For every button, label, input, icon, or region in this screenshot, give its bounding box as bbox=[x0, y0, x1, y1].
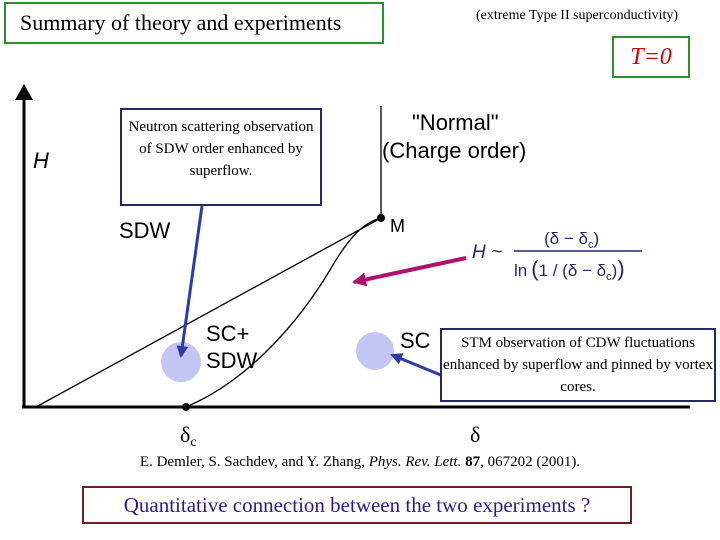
stm-note-text: STM observation of CDW fluctuations enhanced by superflow and pinned by vortex cores. bbox=[443, 335, 713, 395]
neutron-arrow bbox=[181, 206, 202, 356]
citation bbox=[0, 454, 720, 471]
delta-c-point bbox=[182, 403, 190, 411]
slide-subtitle: (extreme Type II superconductivity) bbox=[476, 8, 679, 23]
delta-label: δ bbox=[470, 422, 481, 447]
normal-label-line2: (Charge order) bbox=[382, 138, 527, 163]
delta-c-label: δc bbox=[180, 422, 197, 450]
citation-volume: 87 bbox=[461, 454, 481, 470]
question-text: Quantitative connection between the two experiments ? bbox=[123, 492, 591, 517]
normal-label-line1: "Normal" bbox=[412, 110, 499, 135]
temperature-box bbox=[612, 36, 690, 78]
critical-field-formula bbox=[472, 229, 642, 283]
sc-sdw-label-line2: SDW bbox=[206, 348, 258, 373]
formula-arrow bbox=[354, 258, 466, 282]
slide-title-box bbox=[4, 2, 384, 44]
question-box bbox=[82, 486, 632, 524]
sdw-boundary-line bbox=[36, 218, 381, 407]
y-axis-label: H bbox=[33, 148, 49, 173]
temperature-label: T=0 bbox=[630, 43, 672, 70]
point-m-label: M bbox=[390, 216, 405, 236]
formula-numerator: $(\delta - \delta_c)$ bbox=[544, 229, 600, 251]
stm-note bbox=[440, 328, 716, 402]
multicritical-point-m bbox=[377, 214, 385, 222]
sc-observation-blob bbox=[356, 332, 394, 370]
sc-sdw-label-line1: SC+ bbox=[206, 321, 250, 346]
sc-label: SC bbox=[400, 328, 431, 353]
formula-lhs: H ~ bbox=[472, 242, 503, 263]
sc-boundary-curve bbox=[186, 218, 381, 407]
sdw-label: SDW bbox=[119, 218, 171, 243]
citation-journal: Phys. Rev. Lett. bbox=[368, 454, 462, 470]
slide-title: Summary of theory and experiments bbox=[20, 10, 342, 35]
y-axis-arrowhead bbox=[15, 84, 33, 100]
formula-denominator: $\ln (1 / (\delta - \delta_c))$ bbox=[514, 256, 625, 283]
neutron-note bbox=[120, 108, 322, 206]
citation-pages: , 067202 (2001). bbox=[480, 454, 581, 470]
neutron-note-text: Neutron scattering observation of SDW order enhanced by superflow. bbox=[128, 119, 314, 179]
citation-authors: E. Demler, S. Sachdev, and Y. Zhang, bbox=[139, 454, 369, 470]
